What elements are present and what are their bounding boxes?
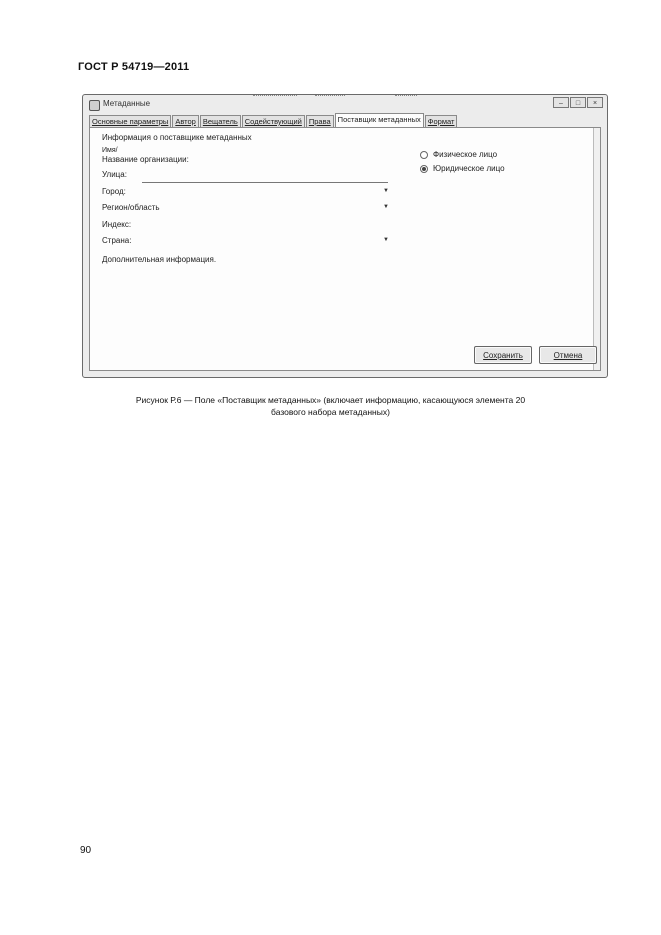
radio-individual-label: Физическое лицо [433,150,498,159]
title-dots-divider [253,95,297,97]
caption-line-2: базового набора метаданных) [271,407,390,417]
additional-info-label: Дополнительная информация. [102,255,217,264]
street-label: Улица: [102,170,127,179]
title-dots-divider [315,95,345,97]
tab-strip [89,113,458,127]
tab-broadcaster[interactable]: Вещатель [200,115,241,128]
city-label: Город: [102,187,126,196]
radio-legal-circle[interactable] [420,165,428,173]
tab-contributor[interactable]: Содействующий [242,115,305,128]
window-title: Метаданные [103,99,151,108]
country-label: Страна: [102,236,132,245]
window-controls [552,97,603,108]
cancel-button[interactable]: Отмена [539,346,597,364]
save-button[interactable]: Сохранить [474,346,532,364]
city-dropdown-arrow-icon[interactable]: ▼ [383,188,389,194]
street-input[interactable] [142,182,388,183]
radio-individual[interactable] [420,150,497,159]
country-dropdown-arrow-icon[interactable]: ▼ [383,237,389,243]
region-dropdown-arrow-icon[interactable]: ▼ [383,204,389,210]
close-button[interactable]: × [587,97,603,108]
radio-legal[interactable] [420,164,505,173]
tab-author[interactable]: Автор [172,115,199,128]
tab-basic-params[interactable]: Основные параметры [89,115,171,128]
caption-line-1: Рисунок Р.6 — Поле «Поставщик метаданных» (включает информацию, касающуюся элемента 20 [135,395,526,405]
radio-individual-circle[interactable] [420,151,428,159]
vertical-scrollbar[interactable] [593,128,600,370]
region-label: Регион/область [102,203,160,212]
tab-format[interactable]: Формат [425,115,458,128]
tab-metadata-provider[interactable]: Поставщик метаданных [335,113,424,128]
radio-legal-label: Юридическое лицо [433,164,505,173]
tab-rights[interactable]: Права [306,115,334,128]
figure-caption [60,394,601,418]
index-label: Индекс: [102,220,132,229]
metadata-window [82,94,608,378]
page-number: 90 [80,845,92,856]
name-label: Имя/ [102,147,118,154]
minimize-button[interactable]: – [553,97,569,108]
tab-panel [89,127,601,371]
document-header: ГОСТ Р 54719—2011 [78,61,190,73]
title-bar [83,95,607,115]
title-dots-divider [395,95,417,97]
app-icon [89,100,100,111]
section-title: Информация о поставщике метаданных [102,133,252,142]
maximize-button[interactable]: □ [570,97,586,108]
organization-name-label: Название организации: [102,155,189,164]
